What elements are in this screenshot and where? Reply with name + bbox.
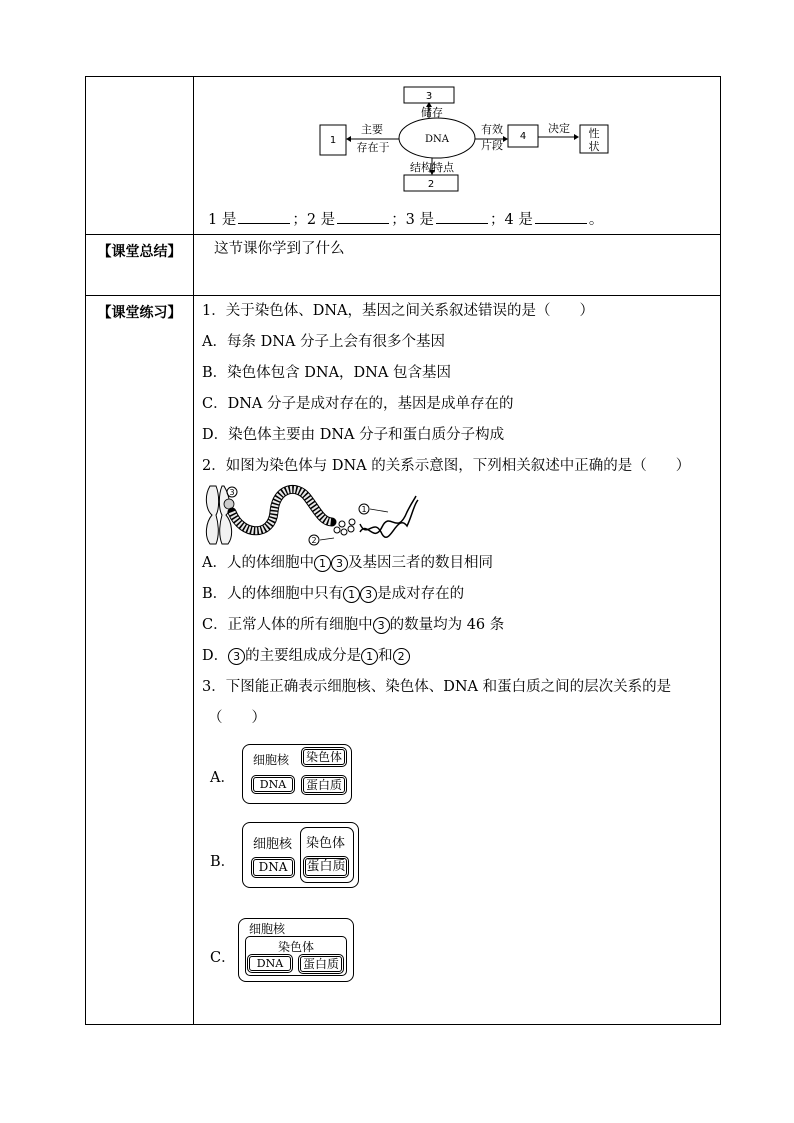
chromosome-text: 染色体 — [306, 836, 346, 851]
box4-label: 4 — [519, 131, 527, 142]
segment-label: 片段 — [481, 139, 503, 152]
blanks-end: 。 — [588, 212, 604, 228]
q3-option-a — [202, 738, 720, 822]
chromosome-dna-illustration — [202, 482, 422, 548]
summary-cell — [194, 235, 721, 296]
worksheet-table — [85, 76, 721, 1025]
nucleus-box — [238, 918, 354, 982]
svg-text:2: 2 — [311, 536, 317, 545]
marker-3-icon: 3 — [360, 586, 377, 603]
q1-option-b: B．染色体包含 DNA，DNA 包含基因 — [202, 365, 451, 381]
q1-option-a: A．每条 DNA 分子上会有很多个基因 — [202, 334, 445, 350]
empty-label-cell — [86, 77, 194, 235]
blank-1[interactable] — [238, 209, 290, 224]
trait-label-b: 状 — [588, 140, 600, 153]
blank-3[interactable] — [436, 209, 488, 224]
marker-3-icon: 3 — [373, 617, 390, 634]
marker-1-icon: 1 — [343, 586, 360, 603]
nucleus-text: 细胞核 — [249, 922, 286, 936]
dna-box: DNA — [253, 777, 293, 792]
q2-stem: 2．如图为染色体与 DNA 的关系示意图，下列相关叙述中正确的是（ ） — [202, 458, 691, 474]
box3-label: 3 — [425, 91, 433, 102]
chromosome-container — [300, 827, 354, 883]
marker-1-icon: 1 — [314, 555, 331, 572]
blank-3-label: ；3 是 — [391, 212, 435, 228]
marker-1-icon: 1 — [361, 648, 378, 665]
blank-4[interactable] — [535, 209, 587, 224]
blank-1-label: 1 是 — [208, 212, 237, 228]
q3-option-a-label: A． — [210, 770, 235, 786]
q1-option-d: D．染色体主要由 DNA 分子和蛋白质分子构成 — [202, 427, 505, 443]
nucleus-text: 细胞核 — [253, 753, 290, 767]
dna-box: DNA — [253, 859, 293, 876]
practice-label: 【课堂练习】 — [97, 305, 182, 321]
protein-box: 蛋白质 — [303, 777, 345, 793]
q2-option-b: B．人的体细胞中只有 1 3 是成对存在的 — [202, 586, 465, 602]
chromosome-container — [245, 936, 347, 976]
dna-box: DNA — [249, 956, 291, 971]
worksheet — [85, 76, 721, 1024]
nucleus-box — [242, 744, 352, 804]
concept-map-cell — [194, 77, 721, 235]
chromosome-box: 染色体 — [303, 749, 345, 765]
box2-label: 2 — [427, 179, 435, 190]
main-label: 主要 — [361, 123, 383, 136]
summary-text: 这节课你学到了什么 — [214, 241, 345, 257]
effective-label: 有效 — [481, 123, 503, 136]
svg-text:1: 1 — [361, 505, 367, 514]
blank-4-label: ；4 是 — [490, 212, 533, 228]
protein-box: 蛋白质 — [300, 956, 342, 972]
q3-paren: （ ） — [208, 710, 266, 726]
q3-stem: 3．下图能正确表示细胞核、染色体、DNA 和蛋白质之间的层次关系的是 — [202, 679, 672, 695]
store-label: 储存 — [421, 106, 443, 119]
decide-label: 决定 — [548, 122, 570, 135]
chromosome-figure — [202, 482, 720, 548]
trait-label-a: 性 — [588, 127, 600, 140]
nucleus-box — [242, 822, 359, 888]
box1-label: 1 — [329, 135, 337, 146]
fill-in-blanks — [208, 208, 603, 229]
dna-label: DNA — [425, 134, 449, 145]
protein-box: 蛋白质 — [306, 859, 346, 874]
nucleus-text: 细胞核 — [253, 837, 293, 852]
practice-cell — [194, 296, 721, 1025]
dna-concept-map — [312, 83, 632, 201]
q2-option-c: C．正常人体的所有细胞中 3 的数量均为 46 条 — [202, 617, 505, 633]
chromosome-text: 染色体 — [278, 940, 315, 954]
marker-2-icon: 2 — [393, 648, 410, 665]
marker-3-icon: 3 — [331, 555, 348, 572]
q1-option-c: C．DNA 分子是成对存在的，基因是成单存在的 — [202, 396, 514, 412]
practice-label-cell — [86, 296, 194, 1025]
summary-label: 【课堂总结】 — [97, 244, 182, 260]
q3-option-c-label: C． — [210, 950, 236, 966]
q2-option-d: D． 3 的主要组成成分是 1 和 2 — [202, 641, 720, 672]
structure-label: 结构特点 — [410, 161, 454, 174]
q1-stem: 1．关于染色体、DNA，基因之间关系叙述错误的是（ ） — [202, 303, 595, 319]
svg-text:3: 3 — [229, 488, 235, 497]
blank-2-label: ；2 是 — [292, 212, 336, 228]
blank-2[interactable] — [337, 209, 389, 224]
q3-option-b-label: B． — [210, 854, 236, 870]
q3-option-b — [202, 822, 720, 914]
q2-option-a: A．人的体细胞中 1 3 及基因三者的数目相同 — [202, 555, 493, 571]
q3-option-c — [202, 914, 720, 994]
exist-label: 存在于 — [356, 141, 390, 154]
marker-3-icon: 3 — [228, 648, 245, 665]
summary-label-cell — [86, 235, 194, 296]
